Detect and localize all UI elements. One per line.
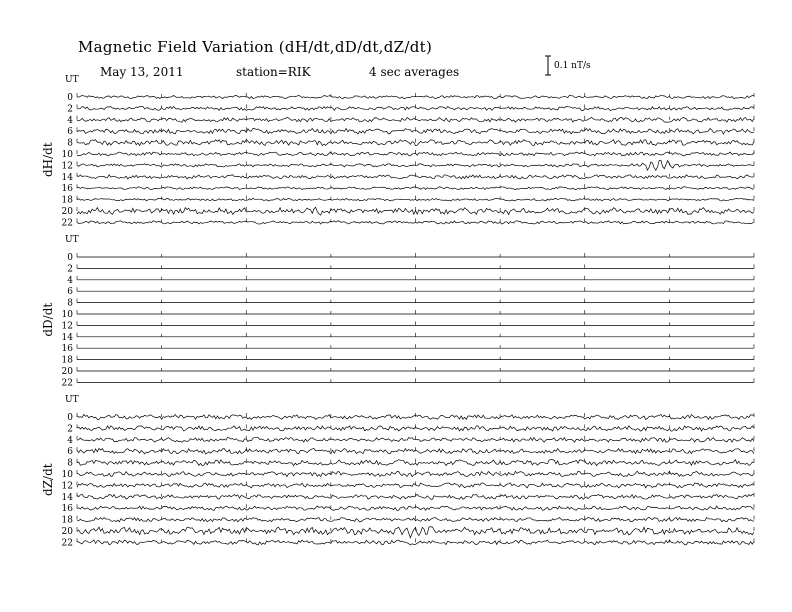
averaging-label: 4 sec averages [369, 65, 460, 79]
panel-dd-dt [41, 235, 754, 388]
row-label: 10 [61, 150, 73, 160]
ut-axis-label: UT [65, 235, 79, 245]
panel-dh-dt [41, 75, 754, 228]
panel-dz-dt [41, 395, 754, 548]
row-label: 6 [67, 127, 73, 138]
row-label: 22 [61, 378, 73, 389]
row-label: 2 [67, 424, 73, 435]
row-label: 14 [61, 332, 73, 343]
row-label: 16 [61, 504, 73, 515]
row-label: 16 [61, 344, 73, 355]
row-label: 18 [61, 195, 73, 206]
ut-axis-label: UT [65, 395, 79, 405]
row-label: 20 [61, 207, 73, 217]
row-label: 14 [61, 172, 73, 183]
panel-ylabel: dZ/dt [41, 463, 55, 496]
scale-bar [545, 56, 551, 75]
row-label: 6 [67, 287, 73, 298]
row-label: 4 [67, 275, 73, 286]
row-label: 12 [61, 481, 73, 492]
row-label: 18 [61, 515, 73, 526]
row-label: 10 [61, 470, 73, 480]
row-label: 2 [67, 104, 73, 115]
trace-line [77, 106, 754, 110]
row-label: 0 [67, 413, 73, 423]
row-label: 20 [61, 527, 73, 537]
row-label: 8 [67, 298, 73, 309]
station-label: station=RIK [236, 65, 311, 79]
row-label: 8 [67, 138, 73, 149]
trace-line [77, 426, 754, 431]
row-label: 0 [67, 93, 73, 103]
row-label: 18 [61, 355, 73, 366]
scale-label: 0.1 nT/s [554, 61, 591, 71]
row-label: 0 [67, 253, 73, 263]
row-label: 8 [67, 458, 73, 469]
row-label: 6 [67, 447, 73, 458]
panel-ylabel: dD/dt [41, 302, 55, 337]
chart-title: Magnetic Field Variation (dH/dt,dD/dt,dZ/dt) [78, 38, 433, 56]
row-label: 22 [61, 218, 73, 229]
trace-line [77, 527, 754, 538]
row-label: 14 [61, 492, 73, 503]
row-label: 2 [67, 264, 73, 275]
trace-line [77, 506, 754, 510]
row-label: 22 [61, 538, 73, 549]
row-label: 12 [61, 321, 73, 332]
row-label: 12 [61, 161, 73, 172]
row-label: 16 [61, 184, 73, 195]
ut-axis-label: UT [65, 75, 79, 85]
row-label: 4 [67, 435, 73, 446]
panel-ylabel: dH/dt [41, 142, 55, 178]
date-label: May 13, 2011 [100, 65, 184, 79]
row-label: 20 [61, 367, 73, 377]
row-label: 10 [61, 310, 73, 320]
row-label: 4 [67, 115, 73, 126]
